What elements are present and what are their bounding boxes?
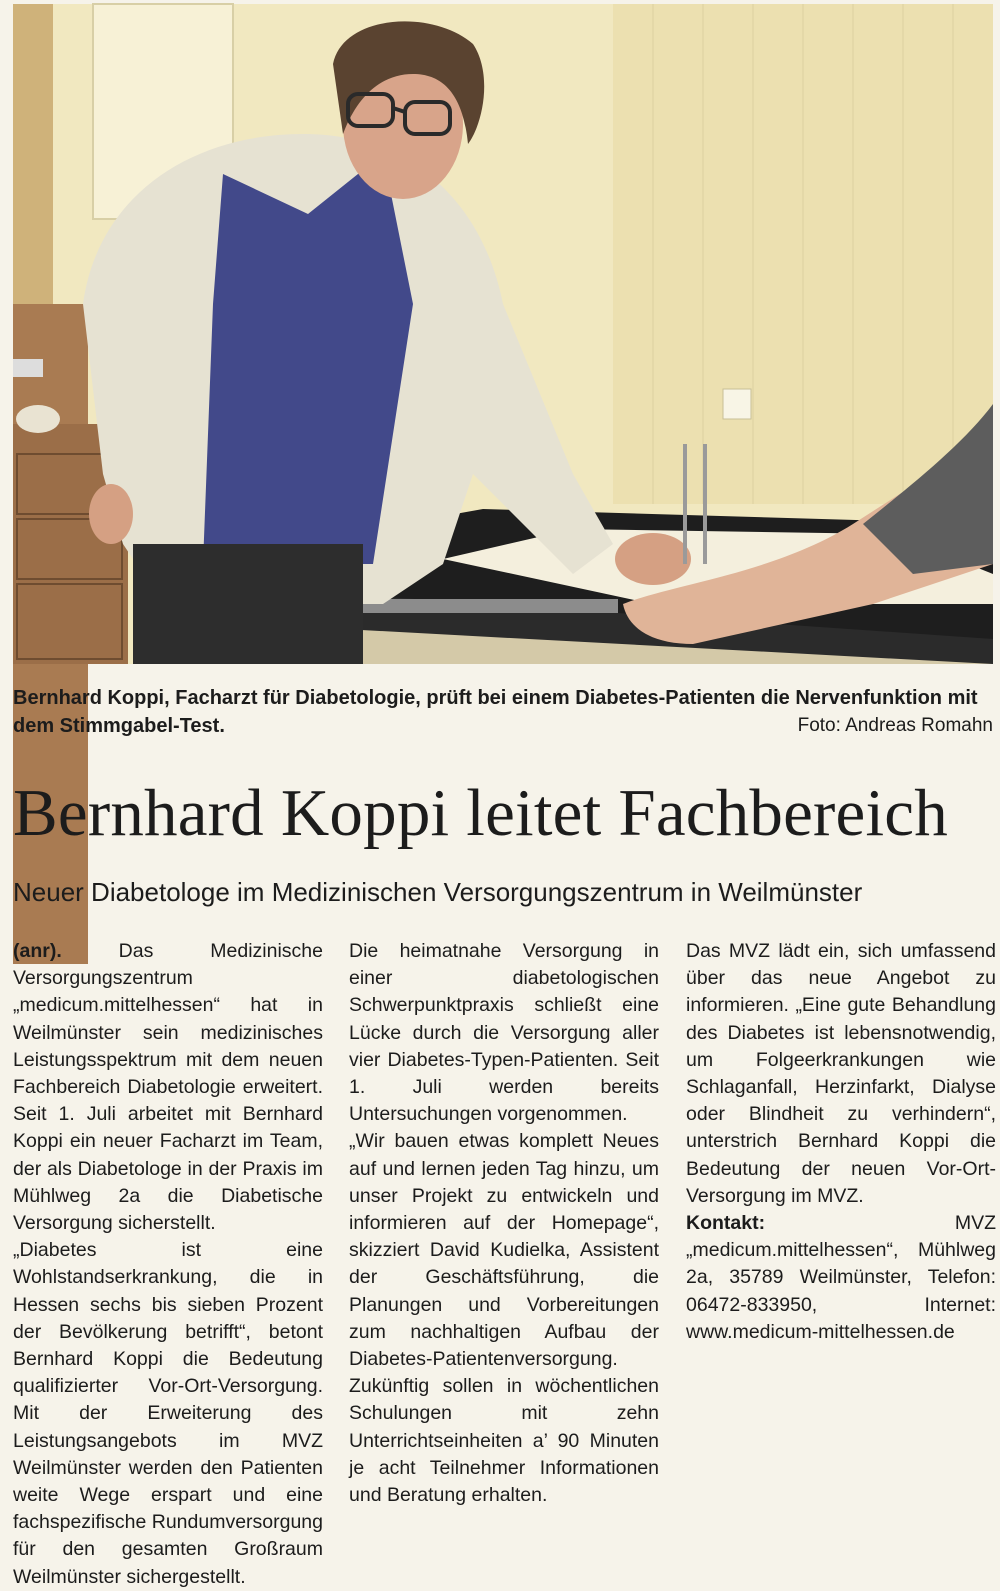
article-column-2 bbox=[349, 938, 659, 1508]
article-paragraph: „Wir bauen etwas komplett Neues auf und lernen jeden Tag hinzu, um unser Projekt zu entwickeln und informieren auf der Homepage“, skizziert David Kudielka, Assistent der Geschäftsführung, die Planungen und Vorbereitungen zum nachhaltigen Aufbau der Diabetes-Patientenversorgung. Zukünftig sollen in wöchentlichen Schulungen mit zehn Unterrichtseinheiten a’ 90 Minuten je acht Teilnehmer Informationen und Beratung erhalten. bbox=[349, 1130, 659, 1507]
article-column-3 bbox=[686, 938, 996, 1508]
subheadline: Neuer Diabetologe im Medizinischen Versorgungszentrum in Weilmünster bbox=[13, 877, 863, 907]
photo-caption bbox=[13, 684, 993, 740]
headline: Bernhard Koppi leitet Fachbereich bbox=[13, 776, 948, 850]
paragraph-text: Das Medizinische Versorgungszentrum „medicum.mittelhessen“ hat in Weilmünster sein medizinisches Leistungsspektrum mit dem neuen Fachbereich Diabetologie erweitert. Seit 1. Juli arbeitet mit Bernhard Koppi ein neuer Facharzt im Team, der als Diabetologe in der Praxis im Mühlweg 2a die Diabetische Versorgung sicherstellt. bbox=[13, 940, 323, 1235]
article-photo bbox=[13, 4, 993, 664]
article-paragraph: Das MVZ lädt ein, sich umfassend über das neue Angebot zu informieren. „Eine gute Behandlung des Diabetes ist lebensnotwendig, um Folgeerkrankungen wie Schlaganfall, Herzinfarkt, Dialyse oder Blindheit zu verhindern“, unterstrich Bernhard Koppi die Bedeutung der neuen Vor-Ort-Versorgung im MVZ. bbox=[686, 940, 996, 1207]
contact-paragraph bbox=[686, 1210, 996, 1346]
article-column-1 bbox=[13, 938, 324, 1588]
contact-label: Kontakt: bbox=[686, 1212, 766, 1235]
article-paragraph: Die heimatnahe Versorgung in einer diabetologischen Schwerpunktpraxis schließt eine Lücke durch die Versorgung aller vier Diabetes-Typen-Patienten. Seit 1. Juli werden bereits Untersuchungen vorgenommen. bbox=[349, 940, 659, 1126]
article-paragraph bbox=[13, 938, 323, 1237]
photo-credit: Foto: Andreas Romahn bbox=[797, 715, 993, 736]
photo-illustration bbox=[13, 4, 993, 664]
article-paragraph: „Diabetes ist eine Wohlstandserkrankung, die in Hessen sechs bis sieben Prozent der Bevölkerung betrifft“, betont Bernhard Koppi die Bedeutung qualifizierter Vor-Ort-Versorgung. Mit der Erweiterung des Leistungsangebots im MVZ Weilmünster werden den Patienten weite Wege erspart und eine fachspezifische Rundumversorgung für den gesamten Großraum Weilmünster sichergestellt. bbox=[13, 1239, 324, 1588]
contact-text: MVZ „medicum.mittelhessen“, Mühlweg 2a, 35789 Weilmünster, Telefon: 06472-833950, Internet: www.medicum-mittelhessen.de bbox=[686, 1212, 996, 1343]
caption-text: Bernhard Koppi, Facharzt für Diabetologie, prüft bei einem Diabetes-Patienten die Nervenfunktion mit dem Stimmgabel-Test. bbox=[13, 687, 978, 737]
author-tag: (anr). bbox=[13, 940, 62, 962]
